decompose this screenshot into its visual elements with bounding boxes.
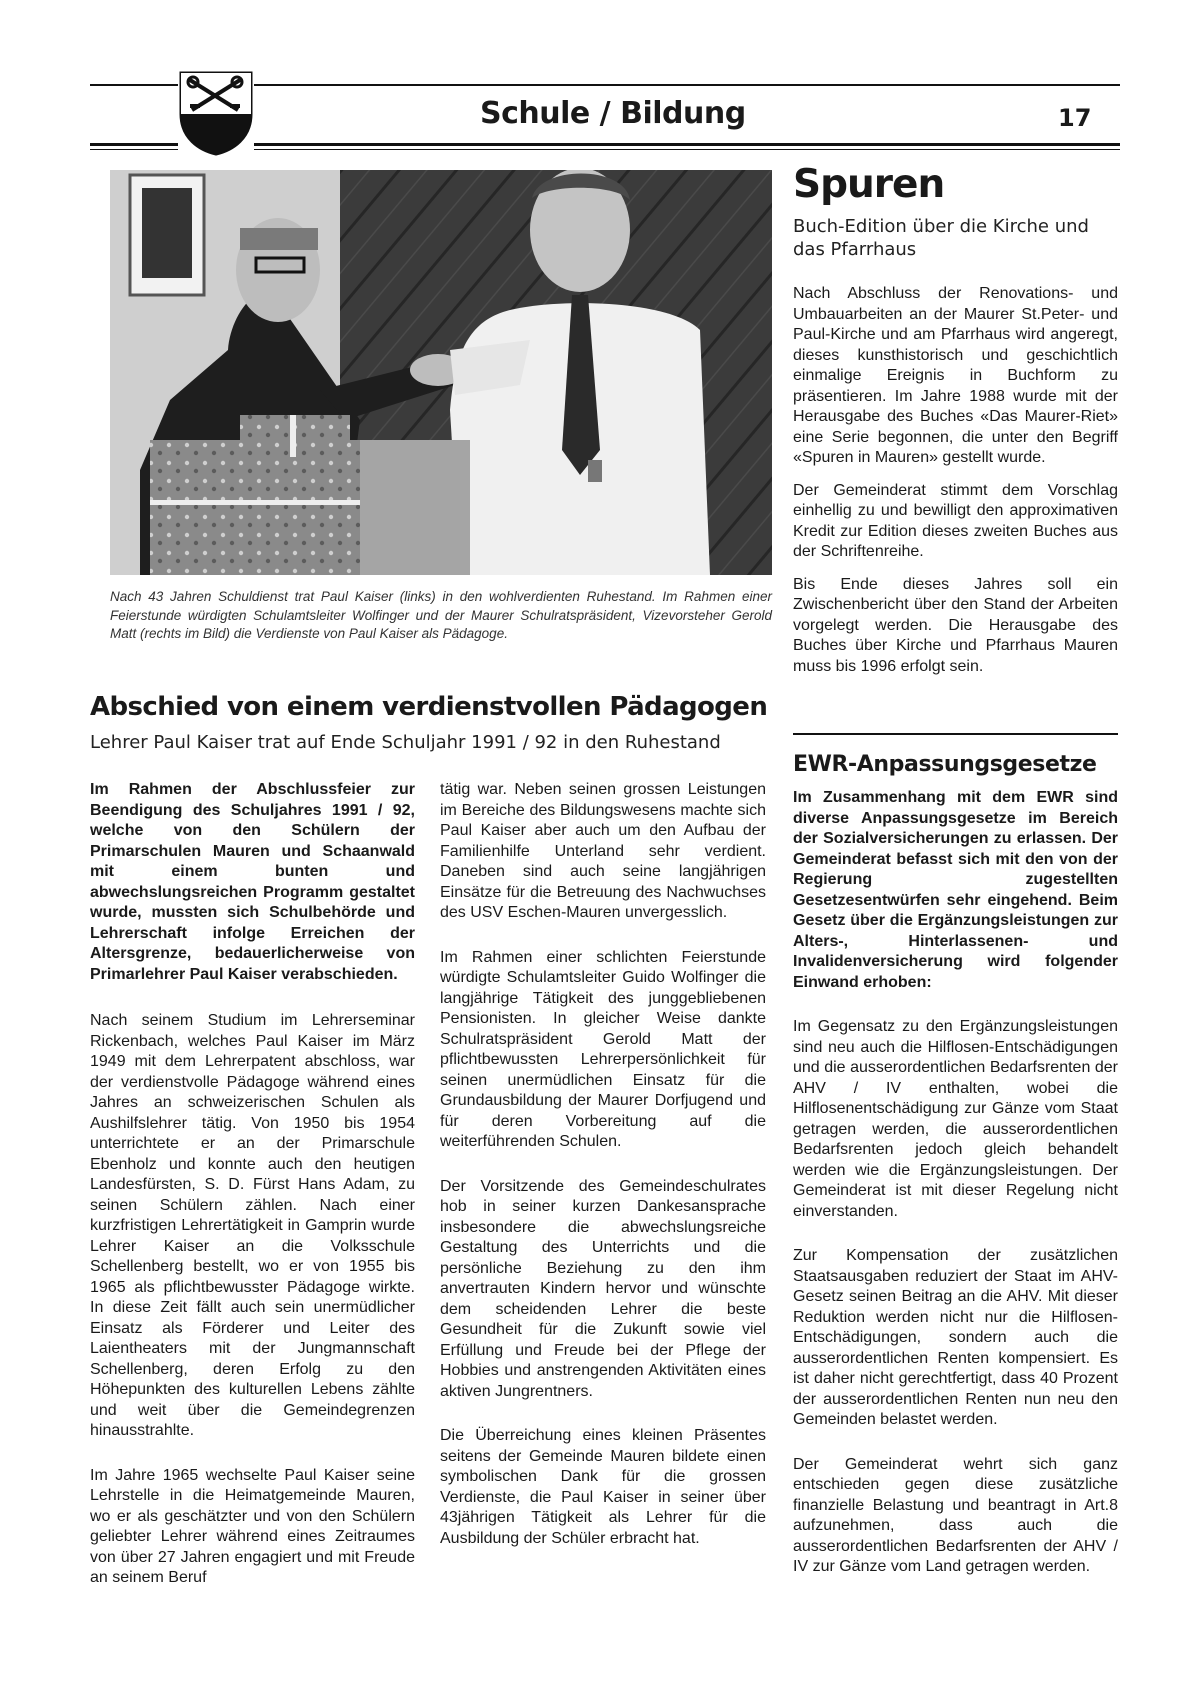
ewr-paragraph: Zur Kompensation der zusätzlichen Staatsausgaben reduziert der Staat im AHV-Gesetz seinen Beitrag an die AHV. Mit dieser Reduktion werden nicht nur die Hilflosen-Entschädigungen, sondern auch die ausserordentlichen Renten kompensiert. Es ist daher nicht gerechtfertigt, dass 40 Prozent der ausserordentlichen Renten nun neu den Gemeinden belastet werden. xyxy=(793,1247,1118,1428)
photo-handshake xyxy=(110,170,772,575)
spuren-title: Spuren xyxy=(793,162,945,207)
spuren-body xyxy=(793,284,1118,698)
photo-caption: Nach 43 Jahren Schuldienst trat Paul Kaiser (links) in den wohlverdienten Ruhestand. Im Rahmen einer Feierstunde würdigten Schulamtsleiter Wolfinger und der Maurer Schulratspräsident, Vizevorsteher Gerold Matt (rechts im Bild) die Verdienste von Paul Kaiser als Pädagoge. xyxy=(110,589,772,641)
column-divider-rule xyxy=(793,733,1118,735)
abschied-paragraph: Nach seinem Studium im Lehrerseminar Rickenbach, welches Paul Kaiser im März 1949 mit dem Lehrerpatent abschloss, war der verdienstvolle Pädagoge während eines Jahres an schweizerischen Schulen als Aushilfslehrer tätig. Von 1950 bis 1954 unterrichtete er an der Primarschule Ebenholz und konnte auch den heutigen Landesfürsten, S. D. Fürst Hans Adam, zu seinen Schülern zählen. Nach einer kurzfristigen Lehrertätigkeit in Gamprin wurde Lehrer Kaiser an die Volksschule Schellenberg bestellt, wo er von 1955 bis 1965 als pflichtbewusster Pädagoge wirkte. In diese Zeit fällt auch sein unermüdlicher Einsatz als Förderer und Leiter des Laientheaters mit der Jungmannschaft Schellenberg, deren Erfolg zu den Höhepunkten des kulturellen Lebens zählte und weit über die Gemeindegrenzen hinausstrahlte. xyxy=(90,1012,415,1439)
abschied-paragraph: Im Rahmen einer schlichten Feierstunde würdigte Schulamtsleiter Guido Wolfinger die langjährige Tätigkeit des junggebliebenen Pensionisten. In gleicher Weise dankte Schulratspräsident Gerold Matt der pflichtbewussten Lehrerpersönlichkeit für seinen unermüdlichen Einsatz für die Grundausbildung der Maurer Dorfjugend und für deren Vorbereitung auf die weiterführenden Schulen. xyxy=(440,948,766,1150)
abschied-lead: Im Rahmen der Abschlussfeier zur Beendigung des Schuljahres 1991 / 92, welche von den Schülern der Primarschulen Mauren und Schaanwald mit einem bunten und abwechslungsreichen Programm gestaltet wurde, mussten sich Schulbehörde und Lehrerschaft infolge Erreichen der Altersgrenze, bedauerlicherweise von Primarlehrer Paul Kaiser verabschieden. xyxy=(90,781,415,983)
abschied-column-1 xyxy=(90,780,415,1610)
spuren-paragraph: Der Gemeinderat stimmt dem Vorschlag einhellig zu und bewilligt den approximativen Kredit zur Edition dieses zweiten Buches aus der Schriftenreihe. xyxy=(793,481,1118,560)
spuren-subtitle: Buch-Edition über die Kirche und das Pfarrhaus xyxy=(793,216,1089,260)
abschied-paragraph: Der Vorsitzende des Gemeindeschulrates hob in seiner kurzen Dankesansprache insbesondere die abwechslungsreiche Gestaltung des Unterrichts und die persönliche Beziehung zu den ihm anvertrauten Kindern hervor und wünschte dem scheidenden Lehrer die beste Gesundheit für die Zukunft sowie viel Erfüllung und Freude bei der Pflege der Hobbies und anstrengenden Aktivitäten eines aktiven Jungrentners. xyxy=(440,1177,766,1400)
abschied-paragraph: Im Jahre 1965 wechselte Paul Kaiser seine Lehrstelle in die Heimatgemeinde Mauren, wo er als geschätzter und von den Schülern geliebter Lehrer während eines Zeitraumes von über 27 Jahren engagiert und mit Freude an seinem Beruf xyxy=(90,1466,415,1586)
ewr-body xyxy=(793,788,1118,1599)
abschied-paragraph: Die Überreichung eines kleinen Präsentes seitens der Gemeinde Mauren bildete einen symbolischen Dank für die grossen Verdienste, die Paul Kaiser in seiner über 43jährigen Tätigkeit als Lehrer für die Ausbildung der Schüler erbracht hat. xyxy=(440,1427,766,1547)
abschied-subtitle: Lehrer Paul Kaiser trat auf Ende Schuljahr 1991 / 92 in den Ruhestand xyxy=(90,732,721,753)
page-number: 17 xyxy=(1058,104,1092,132)
abschied-paragraph: tätig war. Neben seinen grossen Leistungen im Bereiche des Bildungswesens machte sich Paul Kaiser aber auch um den Aufbau der Familienhilfe Unterland sehr verdient. Daneben sind auch seine langjährigen Einsätze für die Betreuung des Nachwuchses des USV Eschen-Mauren unvergesslich. xyxy=(440,781,766,921)
ewr-lead: Im Zusammenhang mit dem EWR sind diverse Anpassungsgesetze im Bereich der Sozialversicherungen zu erlassen. Der Gemeinderat befasst sich mit den von der Regierung zugestellten Gesetzesentwürfen sehr eingehend. Beim Gesetz über die Ergänzungsleistungen zur Alters-, Hinterlassenen- und Invalidenversicherung wird folgender Einwand erhoben: xyxy=(793,789,1118,991)
spuren-paragraph: Bis Ende dieses Jahres soll ein Zwischenbericht über den Stand der Arbeiten vorgelegt werden. Die Herausgabe des Buches über Kirche und Pfarrhaus Mauren muss bis 1996 erfolgt sein. xyxy=(793,575,1118,675)
ewr-paragraph: Der Gemeinderat wehrt sich ganz entschieden gegen diese zusätzliche finanzielle Belastung und beantragt in Art.8 aufzunehmen, dass auch die ausserordentlichen Bedarfsrenten der AHV / IV zur Gänze vom Land getragen werden. xyxy=(793,1455,1118,1575)
ewr-title: EWR-Anpassungsgesetze xyxy=(793,752,1097,777)
abschied-title: Abschied von einem verdienstvollen Pädagogen xyxy=(90,692,768,722)
section-title: Schule / Bildung xyxy=(480,96,746,131)
spuren-paragraph: Nach Abschluss der Renovations- und Umbauarbeiten an der Maurer St.Peter- und Paul-Kirche und am Pfarrhaus wird angeregt, dieses kunsthistorisch und geschichtlich einmalige Ereignis in Buchform zu präsentieren. Im Jahre 1988 wurde mit der Herausgabe des Buches «Das Maurer-Riet» eine Serie begonnen, die unter den Begriff «Spuren in Mauren» gestellt wurde. xyxy=(793,285,1118,466)
abschied-column-2 xyxy=(440,780,766,1570)
photo-illustration xyxy=(110,170,772,575)
ewr-paragraph: Im Gegensatz zu den Ergänzungsleistungen sind neu auch die Hilflosen-Entschädigungen und die ausserordentlichen Bedarfsrenten der AHV / IV enthalten, wobei die Hilflosenentschädigung zur Gänze vom Staat getragen werden, die ausserordentlichen Bedarfsrenten jedoch gleich behandelt werden wie die Ergänzungsleistungen. Der Gemeinderat ist mit dieser Regelung nicht einverstanden. xyxy=(793,1018,1118,1220)
municipal-crest-crossed-keys-icon xyxy=(178,70,254,156)
